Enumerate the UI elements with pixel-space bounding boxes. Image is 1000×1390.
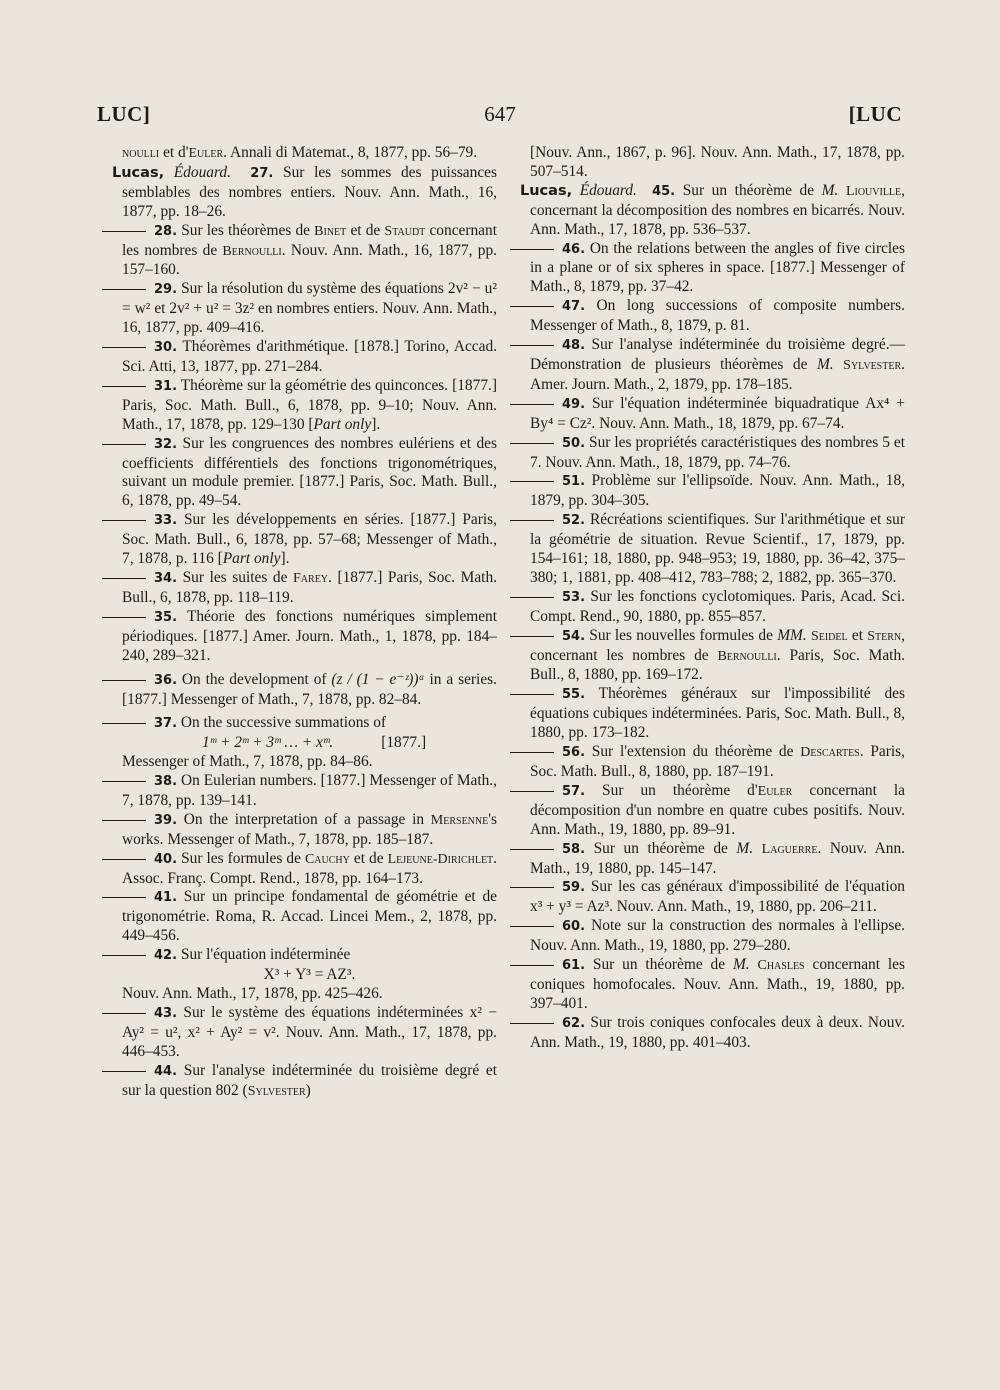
entry-27: Lucas, Édouard. 27. Sur les sommes des puissances semblables des nombres entiers. Nouv. Ann. Math., 16, 1877, pp. 18–26. bbox=[112, 163, 497, 220]
entry-51: 51. Problème sur l'ellipsoïde. Nouv. Ann. Math., 18, 1879, pp. 304–305. bbox=[530, 472, 905, 511]
header-left: LUC] bbox=[97, 102, 151, 126]
entry-30: 30. Théorèmes d'arithmétique. [1878.] Torino, Accad. Sci. Atti, 13, 1877, pp. 271–284. bbox=[122, 338, 497, 377]
entry-34: 34. Sur les suites de Farey. [1877.] Paris, Soc. Math. Bull., 6, 1878, pp. 118–119. bbox=[122, 569, 497, 608]
ditto-dash bbox=[102, 231, 146, 232]
page-number: 647 bbox=[484, 102, 516, 126]
entry-32: 32. Sur les congruences des nombres eulériens et des coefficients différentiels des fonctions trigonométriques, suivant un module premier. [1877.] Paris, Soc. Math. Bull., 6, 1878, pp. 49–54. bbox=[122, 435, 497, 512]
entry-50: 50. Sur les propriétés caractéristiques des nombres 5 et 7. Nouv. Ann. Math., 18, 1879, pp. 74–76. bbox=[530, 434, 905, 473]
entry-43: 43. Sur le système des équations indéterminées x² − Ay² = u², x² + Ay² = v². Nouv. Ann. Math., 17, 1878, pp. 446–453. bbox=[122, 1004, 497, 1062]
author-name: Lucas, bbox=[112, 164, 165, 181]
author-name: Lucas, bbox=[520, 182, 573, 199]
header-right: [LUC bbox=[848, 102, 902, 126]
entry-29: 29. Sur la résolution du système des équations 2v² − u² = w² et 2v² + u² = 3z² en nombres entiers. Nouv. Ann. Math., 16, 1877, pp. 409–416. bbox=[122, 280, 497, 338]
entry-44: 44. Sur l'analyse indéterminée du troisième degré et sur la question 802 (Sylvester) bbox=[122, 1062, 497, 1102]
entry-42: 42. Sur l'équation indéterminée X³ + Y³ = AZ³. Nouv. Ann. Math., 17, 1878, pp. 425–426. bbox=[122, 946, 497, 1004]
formula: X³ + Y³ = AZ³. bbox=[263, 966, 356, 984]
right-column bbox=[520, 144, 906, 1053]
entry-58: 58. Sur un théorème de M. Laguerre. Nouv. Ann. Math., 19, 1880, pp. 145–147. bbox=[530, 840, 905, 879]
entry-54: 54. Sur les nouvelles formules de MM. Seidel et Stern, concernant les nombres de Bernoulli. Paris, Soc. Math. Bull., 8, 1880, pp. 169–172. bbox=[530, 627, 905, 686]
entry-59: 59. Sur les cas généraux d'impossibilité de l'équation x³ + y³ = Az³. Nouv. Ann. Math., 19, 1880, pp. 206–211. bbox=[530, 878, 905, 917]
entry-35: 35. Théorie des fonctions numériques simplement périodiques. [1877.] Amer. Journ. Math., 1, 1878, pp. 184–240, 289–321. bbox=[122, 608, 497, 666]
entry-48: 48. Sur l'analyse indéterminée du troisième degré.—Démonstration de plusieurs théorèmes de M. Sylvester. Amer. Journ. Math., 2, 1879, pp. 178–185. bbox=[530, 336, 905, 395]
entry-31: 31. Théorème sur la géométrie des quinconces. [1877.] Paris, Soc. Math. Bull., 6, 1878, pp. 9–10; Nouv. Ann. Math., 17, 1878, pp. 129–130 [Part only]. bbox=[122, 377, 497, 435]
entry-62: 62. Sur trois coniques confocales deux à deux. Nouv. Ann. Math., 19, 1880, pp. 401–403. bbox=[530, 1014, 905, 1053]
entry-46: 46. On the relations between the angles of five circles in a plane or of six spheres in space. [1877.] Messenger of Math., 8, 1879, pp. 37–42. bbox=[530, 240, 905, 298]
formula: 1ᵐ + 2ᵐ + 3ᵐ … + xᵐ. bbox=[202, 734, 334, 752]
entry-28: 28. Sur les théorèmes de Binet et de Staudt concernant les nombres de Bernoulli. Nouv. Ann. Math., 16, 1877, pp. 157–160. bbox=[122, 222, 497, 281]
entry-39: 39. On the interpretation of a passage in Mersenne's works. Messenger of Math., 7, 1878, pp. 185–187. bbox=[122, 811, 497, 850]
entry-38: 38. On Eulerian numbers. [1877.] Messenger of Math., 7, 1878, pp. 139–141. bbox=[122, 772, 497, 811]
entry-55: 55. Théorèmes généraux sur l'impossibilité des équations cubiques indéterminées. Paris, Soc. Math. Bull., 8, 1880, pp. 173–182. bbox=[530, 685, 905, 743]
entry-45: Lucas, Édouard. 45. Sur un théorème de M. Liouville, concernant la décomposition des nombres en bicarrés. Nouv. Ann. Math., 17, 1878, pp. 536–537. bbox=[520, 181, 905, 238]
entry-41: 41. Sur un principe fondamental de géométrie et de trigonométrie. Roma, R. Accad. Lincei Mem., 2, 1878, pp. 449–456. bbox=[122, 888, 497, 946]
entry-continuation: noulli et d'Euler. Annali di Matemat., 8, 1877, pp. 56–79. bbox=[122, 144, 478, 161]
entry-40: 40. Sur les formules de Cauchy et de Lejeune-Dirichlet. Assoc. Franç. Compt. Rend., 1878, pp. 164–173. bbox=[122, 850, 497, 889]
entry-52: 52. Récréations scientifiques. Sur l'arithmétique et sur la géométrie de situation. Revue Scientif., 17, 1879, pp. 154–161; 18, 1880, pp. 948–953; 19, 1880, pp. 36–42, 375–380; 1, 1881, pp. 408–412, 783–788; 2, 1882, pp. 365–370. bbox=[530, 511, 905, 588]
left-column bbox=[112, 144, 498, 1101]
entry-37: 37. On the successive summations of 1ᵐ + 2ᵐ + 3ᵐ … + xᵐ. [1877.] Messenger of Math., 7, 1878, pp. 84–86. bbox=[122, 714, 497, 772]
entry-49: 49. Sur l'équation indéterminée biquadratique Ax⁴ + By⁴ = Cz². Nouv. Ann. Math., 18, 1879, pp. 67–74. bbox=[530, 395, 905, 434]
entry-33: 33. Sur les développements en séries. [1877.] Paris, Soc. Math. Bull., 6, 1878, pp. 57–68; Messenger of Math., 7, 1878, p. 116 [Part only]. bbox=[122, 511, 497, 569]
entry-56: 56. Sur l'extension du théorème de Descartes. Paris, Soc. Math. Bull., 8, 1880, pp. 187–191. bbox=[530, 743, 905, 782]
entry-61: 61. Sur un théorème de M. Chasles concernant les coniques homofocales. Nouv. Ann. Math., 19, 1880, pp. 397–401. bbox=[530, 956, 905, 1014]
entry-continuation: [Nouv. Ann., 1867, p. 96]. Nouv. Ann. Math., 17, 1878, pp. 507–514. bbox=[530, 144, 905, 180]
formula: (z / (1 − e⁻ᶻ))ᵃ bbox=[331, 671, 425, 689]
entry-53: 53. Sur les fonctions cyclotomiques. Paris, Acad. Sci. Compt. Rend., 90, 1880, pp. 855–857. bbox=[530, 588, 905, 627]
entry-47: 47. On long successions of composite numbers. Messenger of Math., 8, 1879, p. 81. bbox=[530, 297, 905, 336]
entry-57: 57. Sur un théorème d'Euler concernant la décomposition d'un nombre en quatre cubes positifs. Nouv. Ann. Math., 19, 1880, pp. 89–91. bbox=[530, 782, 905, 840]
entry-36: 36. On the development of (z / (1 − e⁻ᶻ))ᵃ in a series. [1877.] Messenger of Math., 7, 1878, pp. 82–84. bbox=[122, 671, 497, 710]
entry-60: 60. Note sur la construction des normales à l'ellipse. Nouv. Ann. Math., 19, 1880, pp. 279–280. bbox=[530, 917, 905, 956]
